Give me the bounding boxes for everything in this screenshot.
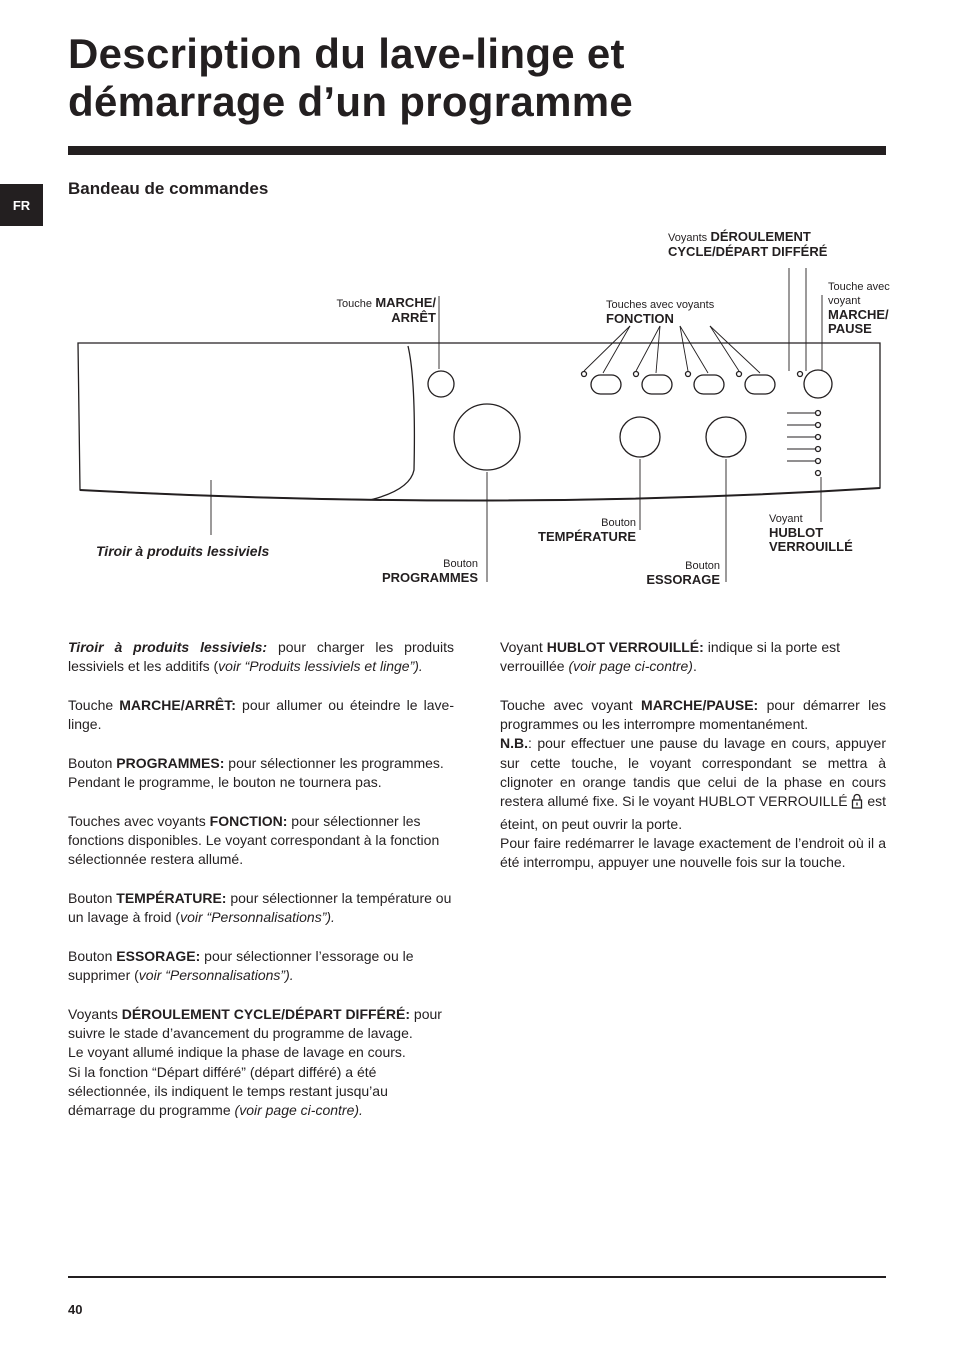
page-title-line-1: Description du lave-linge et [68, 30, 625, 77]
hublot-led [816, 471, 821, 476]
padlock-icon [851, 793, 863, 814]
phase-led-2 [816, 423, 821, 428]
section-title: Bandeau de commandes [68, 179, 269, 198]
fonction-led-4 [737, 372, 742, 377]
right-text-column [500, 638, 886, 873]
essorage-label: Bouton ESSORAGE [646, 560, 720, 587]
fonction-label: Touches avec voyants FONCTION [606, 299, 715, 326]
marche-arret-button [428, 371, 454, 397]
fonction-led-3 [686, 372, 691, 377]
marche-pause-label: Touche avec voyant MARCHE/ PAUSE [828, 281, 890, 336]
fonction-paragraph: Touches avec voyants FONCTION: pour sélectionner les fonctions disponibles. Le voyant correspondant à la fonction sélectionnée restera allumé. [68, 812, 440, 868]
phase-led-5 [816, 459, 821, 464]
programmes-label: Bouton PROGRAMMES [381, 558, 478, 585]
temperature-label: Bouton TEMPÉRATURE [538, 517, 636, 544]
essorage-knob [706, 417, 746, 457]
fonction-button-2 [642, 375, 672, 394]
marche-pause-button [804, 370, 832, 398]
tiroir-paragraph: Tiroir à produits lessiviels: pour charger les produits lessiviels et les additifs (voir “Produits lessiviels et linge”). [68, 639, 454, 675]
marche-pause-led [798, 372, 803, 377]
hublot-label: Voyant HUBLOT VERROUILLÉ [769, 513, 853, 554]
deroulement-paragraph: Voyants DÉROULEMENT CYCLE/DÉPART DIFFÉRÉ: pour suivre le stade d’avancement du programme de lavage. Le voyant allumé indique la phase de lavage en cours. Si la fonction “Départ différé” (départ différé) a été sélectionnée, ils indiquent le temps restant jusqu’au démarrage du programme (voir page ci-contre). [68, 1005, 442, 1119]
page-title-line-2: démarrage d’un programme [68, 78, 634, 125]
drawer-divider [370, 346, 414, 500]
phase-led-1 [816, 411, 821, 416]
tiroir-label: Tiroir à produits lessiviels [96, 543, 270, 559]
page-number: 40 [68, 1302, 83, 1317]
deroulement-label: Voyants DÉROULEMENT CYCLE/DÉPART DIFFÉRÉ [668, 229, 828, 259]
fonction-button-1 [591, 375, 621, 394]
fonction-button-3 [694, 375, 724, 394]
fonction-led-1 [582, 372, 587, 377]
footer-rule [68, 1276, 886, 1278]
phase-led-4 [816, 447, 821, 452]
language-tab: FR [0, 184, 43, 226]
phase-led-3 [816, 435, 821, 440]
marche-arret-paragraph: Touche MARCHE/ARRÊT: pour allumer ou éteindre le lave-linge. [68, 696, 454, 733]
control-panel-diagram [0, 0, 954, 600]
temperature-paragraph: Bouton TEMPÉRATURE: pour sélectionner la température ou un lavage à froid (voir “Personnalisations”). [68, 889, 452, 926]
panel-outline [78, 343, 880, 501]
hublot-paragraph: Voyant HUBLOT VERROUILLÉ: indique si la porte est verrouillée (voir page ci-contre). [500, 639, 841, 675]
left-text-column [68, 638, 454, 1140]
temperature-knob [620, 417, 660, 457]
marche-arret-label: Touche MARCHE/ ARRÊT [336, 295, 436, 325]
fonction-button-4 [745, 375, 775, 394]
panel-bottom-edge [80, 488, 880, 501]
fonction-led-2 [634, 372, 639, 377]
programmes-paragraph: Bouton PROGRAMMES: pour sélectionner les programmes. Pendant le programme, le bouton ne tournera pas. [68, 754, 444, 791]
essorage-paragraph: Bouton ESSORAGE: pour sélectionner l’essorage ou le supprimer (voir “Personnalisations”). [68, 947, 414, 984]
programmes-knob [454, 404, 520, 470]
marche-pause-paragraph: Touche avec voyant MARCHE/PAUSE: pour démarrer les programmes ou les interrompre momentanément. N.B.: pour effectuer une pause du lavage en cours, appuyer sur cette touche, le voyant correspondant se mettra à clignoter en orange tandis que celui de la phase en cours restera allumé fixe. Si le voyant HUBLOT VERROUILLÉ est éteint, on peut ouvrir la porte. Pour faire redémarrer le lavage exactement de l’endroit où il a été interrompu, appuyer une nouvelle fois sur la touche. [500, 696, 887, 871]
